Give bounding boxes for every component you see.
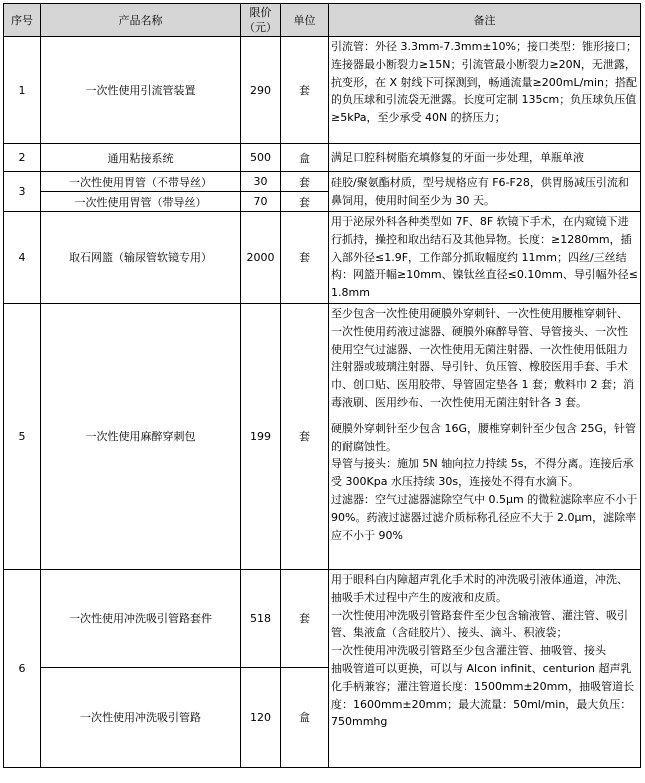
remark-para: 一次性使用冲洗吸引管路套件至少包含输液管、灌注管、吸引管、集液盒（含硅胶片）、接头、滴斗、积液袋；	[331, 608, 628, 640]
table-row	[4, 569, 641, 667]
row-unit: 套	[281, 172, 329, 192]
header-name: 产品名称	[41, 4, 241, 37]
remark-para: 抽吸管道可以更换，可以与 Alcon infinit、centurion 超声乳化手柄兼容；灌注管道长度：1500mm±20mm，抽吸管道长度：1600mm±20mm；最大流量：50ml/min，最大负压：750mmhg	[331, 661, 635, 729]
row-remark: 用于泌尿外科各种类型如 7F、8F 软镜下手术，在内窥镜下进行抓持，操控和取出结石及其他异物。长度：≥1280mm，插入部外径≤1.9F，工作部分抓取幅度约 11mm；四丝/三丝结构：网篮开幅≥10mm、镍钛丝直径≤0.10mm、导引幅外径≤1.8mm	[329, 212, 641, 304]
header-unit: 单位	[281, 4, 329, 37]
header-row	[4, 4, 641, 37]
table-row	[4, 212, 641, 304]
row-name: 一次性使用引流管装置	[41, 37, 241, 144]
row-remark	[329, 303, 641, 569]
remark-para: 用于眼科白内障超声乳化手术时的冲洗吸引液体通道，冲洗、抽吸手术过程中产生的废液和皮质。	[331, 572, 628, 604]
table-row	[4, 172, 641, 192]
row-unit: 盒	[281, 144, 329, 172]
header-seq: 序号	[4, 4, 41, 37]
row-name: 取石网篮（输尿管软镜专用）	[41, 212, 241, 304]
row-remark: 硅胶/聚氨酯材质，型号规格应有 F6-F28，供胃肠减压引流和鼻饲用，使用时间至少为 30 天。	[329, 172, 641, 212]
row-name: 一次性使用胃管（不带导丝）	[41, 172, 241, 192]
row-seq: 1	[4, 37, 41, 144]
row-unit: 套	[281, 569, 329, 667]
row-price: 2000	[241, 212, 281, 304]
remark-para: 硬膜外穿刺针至少包含 16G，腰椎穿刺针至少包含 25G，针管的耐腐蚀性。	[331, 421, 637, 453]
row-remark: 满足口腔科树脂充填修复的牙面一步处理，单瓶单液	[329, 144, 641, 172]
table-row	[4, 37, 641, 144]
row-name: 一次性使用冲洗吸引管路套件	[41, 569, 241, 667]
table-row	[4, 144, 641, 172]
row-price: 30	[241, 172, 281, 192]
row-unit: 套	[281, 192, 329, 212]
row-price: 518	[241, 569, 281, 667]
remark-para: 一次性使用冲洗吸引管路至少包含灌注管、抽吸管、接头	[331, 644, 606, 658]
row-seq: 3	[4, 172, 41, 212]
row-price: 290	[241, 37, 281, 144]
row-name: 一次性使用麻醉穿刺包	[41, 303, 241, 569]
header-price: 限价（元）	[241, 4, 281, 37]
remark-para: 导管与接头：施加 5N 轴向拉力持续 5s，不得分离。连接后承受 300Kpa 水压持续 30s，连接处不得有水滴下。	[331, 457, 634, 489]
row-name: 一次性使用冲洗吸引管路	[41, 667, 241, 767]
spacer	[331, 412, 638, 420]
row-seq: 6	[4, 569, 41, 767]
row-name: 通用粘接系统	[41, 144, 241, 172]
row-remark: 引流管：外径 3.3mm-7.3mm±10%；接口类型：锥形接口；连接器最小断裂力≥15N；引流管最小断裂力≥20N，无泄露，抗变形，在 X 射线下可探测到，畅通流量≥200mL/min；搭配的负压球和引流袋无泄露。长度可定制 135cm；负压球负压值≥5kPa，至少承受 40N 的挤压力；	[329, 37, 641, 144]
row-price: 120	[241, 667, 281, 767]
row-seq: 5	[4, 303, 41, 569]
row-price: 199	[241, 303, 281, 569]
row-unit: 套	[281, 303, 329, 569]
row-price: 500	[241, 144, 281, 172]
row-remark	[329, 569, 641, 767]
product-table	[3, 3, 641, 768]
remark-para: 至少包含一次性使用硬膜外穿刺针、一次性使用腰椎穿刺针、一次性使用药液过滤器、硬膜外麻醉导管、导管接头、一次性使用空气过滤器、一次性使用无菌注射器、一次性使用低阻力注射器或玻璃注射器、导引针、负压管、橡胶医用手套、手术巾、创口贴、医用胶带、导管固定垫各 1 套；敷料巾 2 套；消毒液刷、医用纱布、一次性使用无菌注射针各 3 套。	[331, 306, 634, 409]
table-row	[4, 303, 641, 569]
row-seq: 2	[4, 144, 41, 172]
row-unit: 套	[281, 212, 329, 304]
row-unit: 盒	[281, 667, 329, 767]
row-seq: 4	[4, 212, 41, 304]
row-price: 70	[241, 192, 281, 212]
row-unit: 套	[281, 37, 329, 144]
row-name: 一次性使用胃管（带导丝）	[41, 192, 241, 212]
remark-para: 过滤器：空气过滤器滤除空气中 0.5μm 的微粒滤除率应不小于 90%。药液过滤器过滤介质标称孔径应不大于 2.0μm，滤除率应不小于 90%	[331, 492, 638, 542]
header-remark: 备注	[329, 4, 641, 37]
